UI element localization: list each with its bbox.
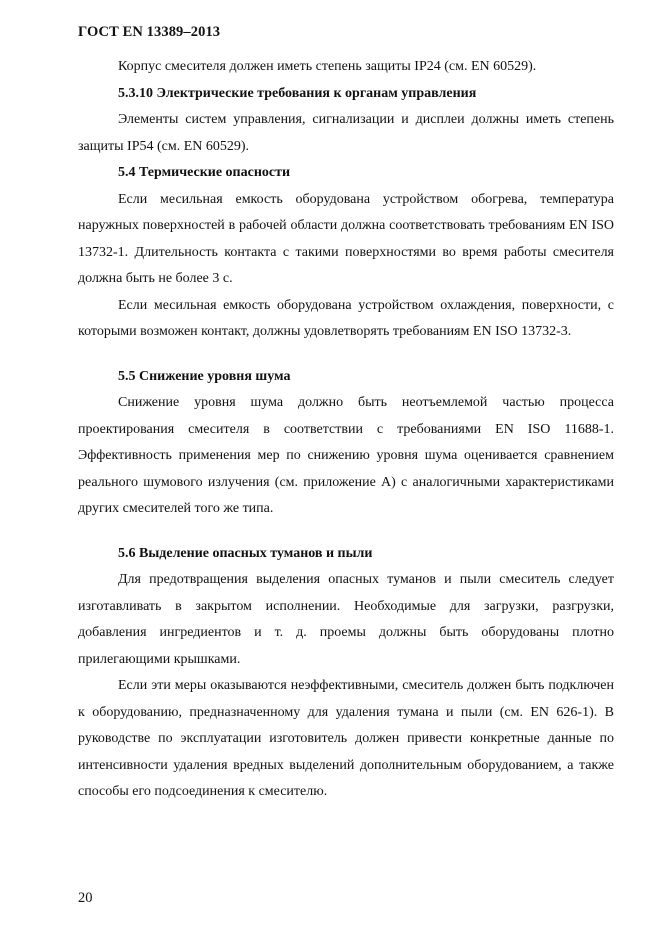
paragraph: Если эти меры оказываются неэффективными, смеситель должен быть подключен к оборудованию, предназначенному для удаления тумана и пыли (см. EN 626-1). В руководстве по эксплуатации изготовитель должен привести конкретные данные по интенсивности удаления вредных выделений дополнительным оборудованием, а также способы его подсоединения к смесителю. [78, 678, 614, 799]
page-number: 20 [78, 890, 93, 906]
section-heading-5-4: 5.4 Термические опасности [118, 165, 291, 180]
document-body [78, 54, 614, 806]
section-heading-5-5: 5.5 Снижение уровня шума [118, 368, 291, 384]
paragraph: Снижение уровня шума должно быть неотъемлемой частью процесса проектирования смесителя в соответствии с требованиями EN ISO 11688-1. Эффективность применения мер по снижению уровня шума оценивается сравнением реального шумового излучения (см. приложение А) с аналогичными характеристиками других смесителей того же типа. [78, 395, 614, 516]
section-spacer [78, 346, 614, 364]
section-heading-5-3-10: 5.3.10 Электрические требования к органам управления [118, 85, 477, 101]
document-header: ГОСТ EN 13389–2013 [78, 24, 221, 40]
paragraph: Для предотвращения выделения опасных туманов и пыли смеситель следует изготавливать в закрытом исполнении. Необходимые для загрузки, разгрузки, добавления ингредиентов и т. д. проемы должны быть оборудованы плотно прилегающими крышками. [78, 572, 614, 667]
paragraph: Если месильная емкость оборудована устройством охлаждения, поверхности, с которыми возможен контакт, должны удовлетворять требованиям EN ISO 13732-3. [78, 297, 614, 339]
paragraph: Корпус смесителя должен иметь степень защиты IP24 (см. EN 60529). [118, 59, 537, 74]
section-heading-5-6: 5.6 Выделение опасных туманов и пыли [118, 545, 373, 561]
section-spacer [78, 523, 614, 541]
paragraph: Элементы систем управления, сигнализации и дисплеи должны иметь степень защиты IP54 (см. EN 60529). [78, 112, 614, 154]
paragraph: Если месильная емкость оборудована устройством обогрева, температура наружных поверхностей в рабочей области должна соответствовать требованиям EN ISO 13732-1. Длительность контакта с такими поверхностями во время работы смесителя должна быть не более 3 с. [78, 191, 614, 286]
